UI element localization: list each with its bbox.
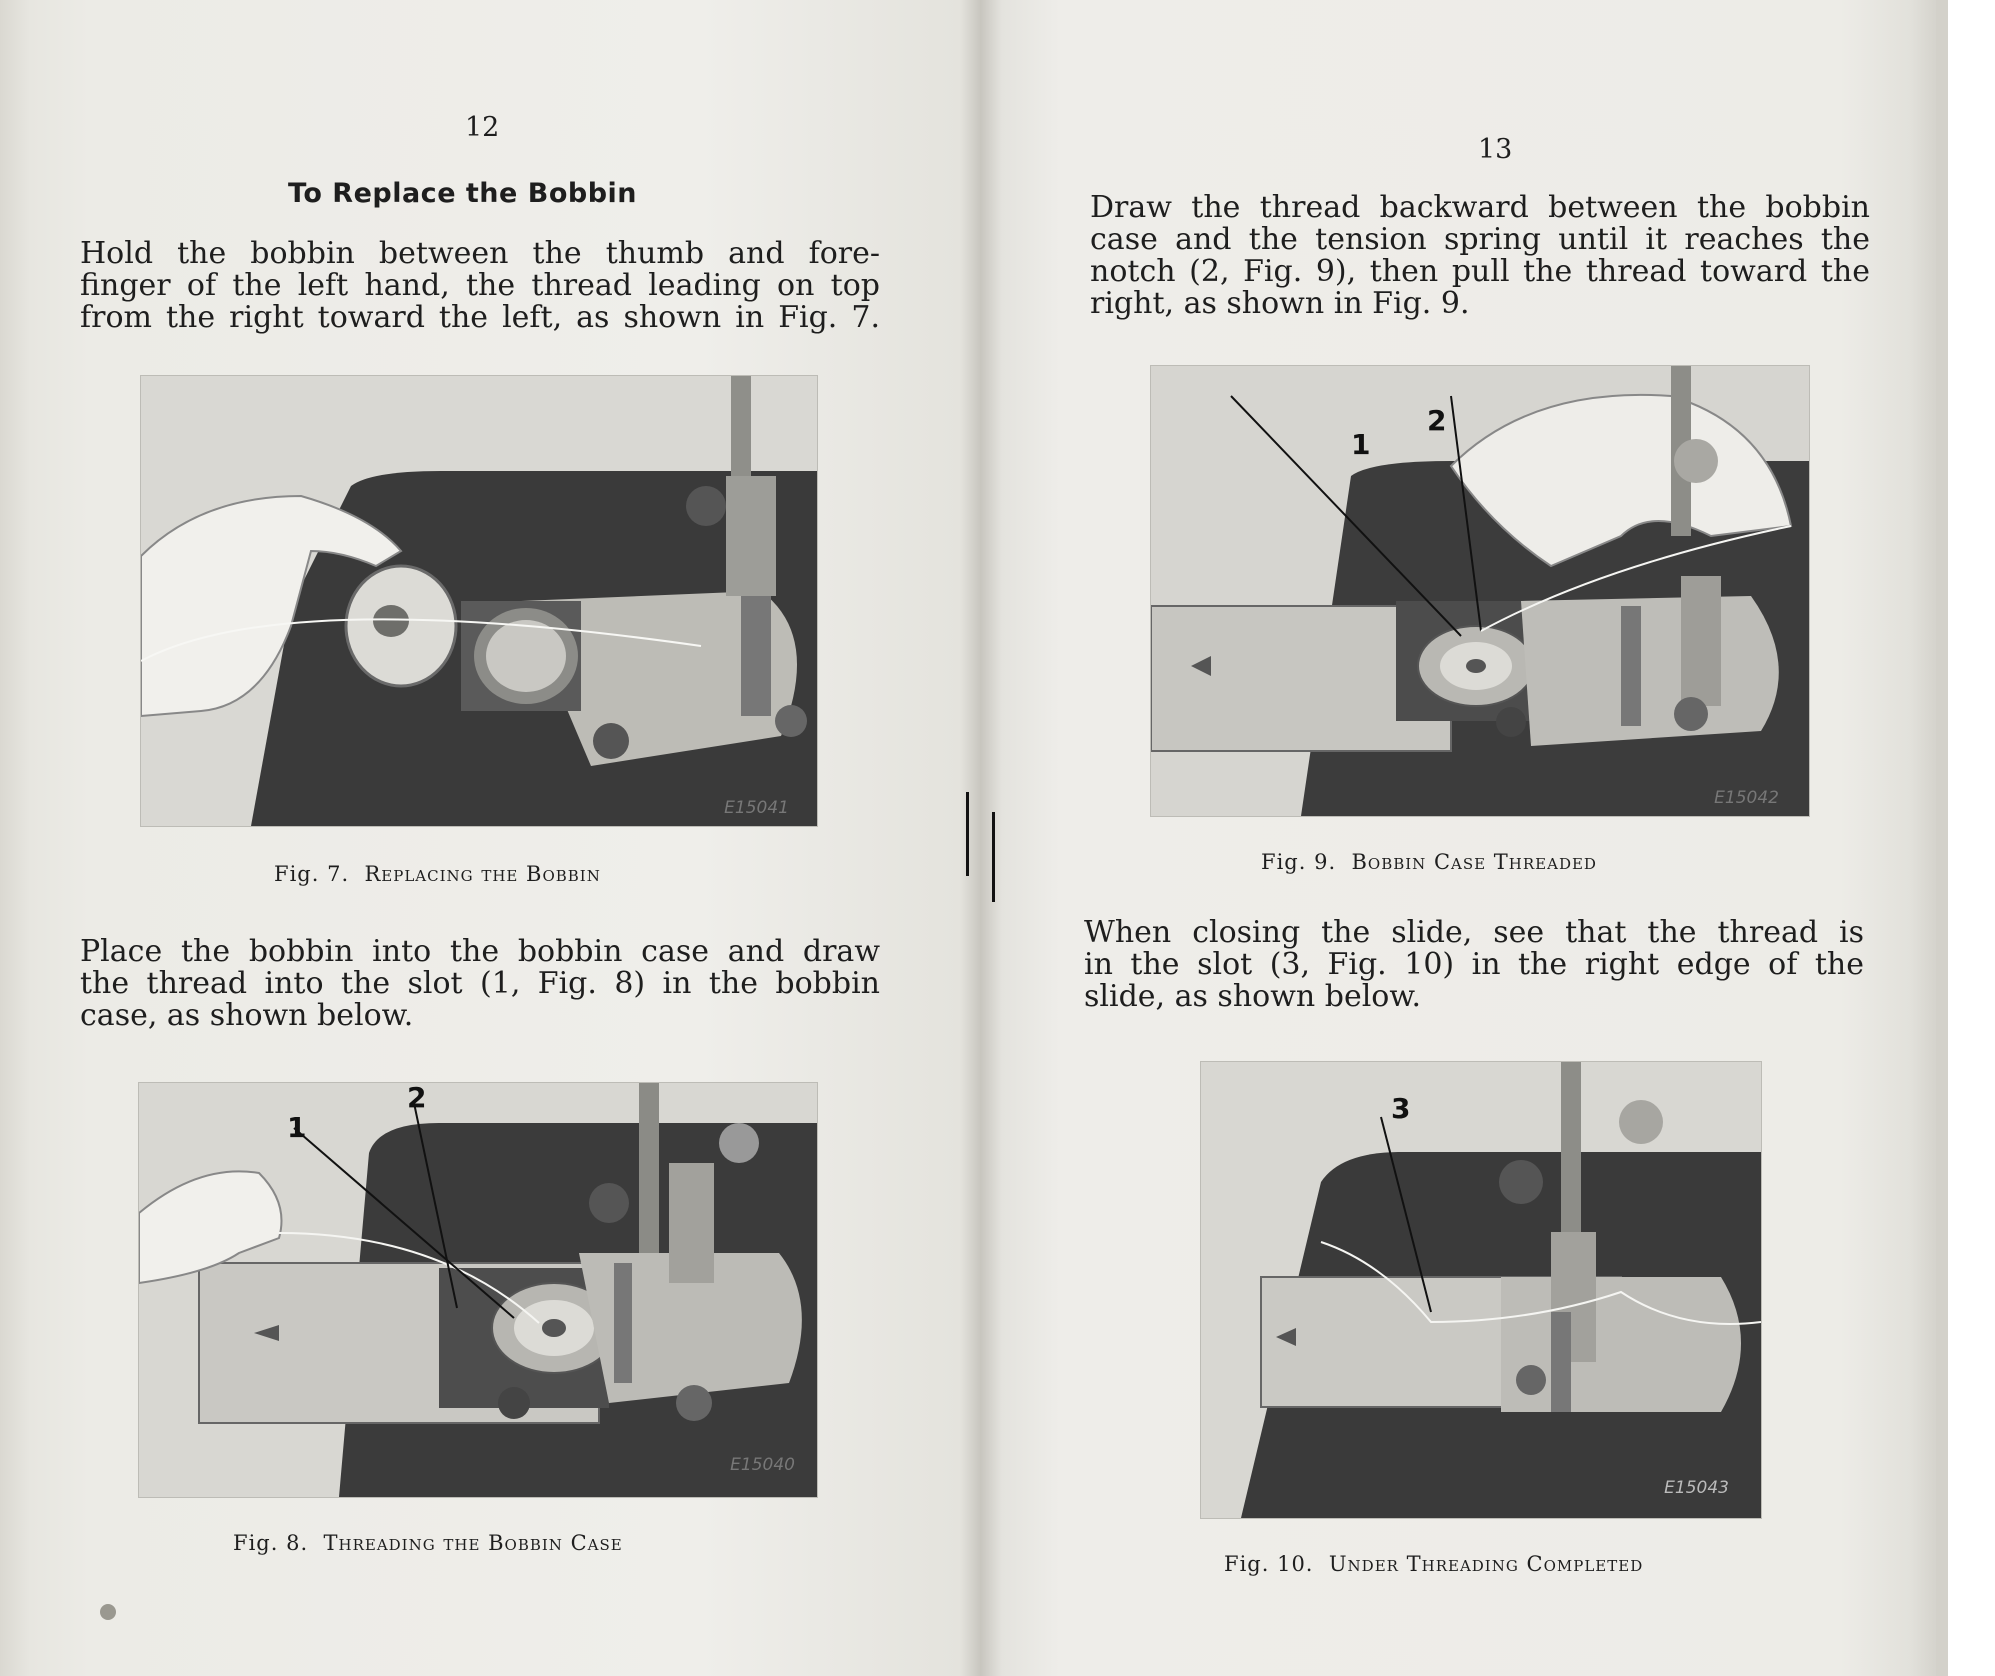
paragraph-draw-thread: Draw the thread backward between the bobbin case and the tension spring until it reaches the notch (2, Fig. 9), then pull the thread toward the right, as shown in Fig. 9.: [1090, 190, 1870, 321]
section-heading: To Replace the Bobbin: [288, 178, 638, 209]
fig7-illustration: [141, 376, 817, 826]
figure-7-photo: [140, 375, 818, 827]
paragraph-place-bobbin: Place the bobbin into the bobbin case and draw the thread into the slot (1, Fig. 8) in the bobbin case, as shown below.: [80, 934, 880, 1033]
figure-9-photo: [1150, 365, 1810, 817]
fig8-marker-1: 1: [287, 1111, 307, 1144]
figure-10-photo: [1200, 1061, 1762, 1519]
fig7-caption: Fig. 7. Replacing the Bobbin: [274, 862, 601, 886]
fig9-caption: Fig. 9. Bobbin Case Threaded: [1261, 850, 1597, 874]
fig10-illustration: [1201, 1062, 1761, 1518]
paragraph-closing-slide: When closing the slide, see that the thread is in the slot (3, Fig. 10) in the right edge of the slide, as shown below.: [1084, 915, 1864, 1014]
fig8-code: E15040: [730, 1455, 795, 1475]
fig10-caption: Fig. 10. Under Threading Completed: [1224, 1552, 1644, 1576]
fig8-caption: Fig. 8. Threading the Bobbin Case: [233, 1531, 623, 1555]
page-number-right: 13: [1478, 134, 1513, 165]
fig10-code: E15043: [1664, 1478, 1729, 1498]
fig9-marker-2: 2: [1427, 404, 1447, 437]
figure-8-photo: [138, 1082, 818, 1498]
gutter-mark-left: [966, 792, 969, 876]
fig9-code: E15042: [1714, 788, 1779, 808]
paragraph-hold-bobbin: Hold the bobbin between the thumb and fore- finger of the left hand, the thread leading on top from the right toward the left, as shown in Fig. 7.: [80, 236, 880, 335]
fig10-marker-3: 3: [1391, 1092, 1411, 1125]
left-page: [0, 0, 980, 1676]
fig9-illustration: [1151, 366, 1809, 816]
page-number-left: 12: [465, 112, 500, 143]
page-blemish: [100, 1604, 116, 1620]
fig8-marker-2: 2: [407, 1082, 427, 1114]
fig9-marker-1: 1: [1351, 428, 1371, 461]
fig7-code: E15041: [724, 798, 789, 818]
page-edge: [1936, 0, 1948, 1676]
right-page: [980, 0, 1948, 1676]
gutter-mark-right: [992, 812, 995, 902]
fig8-illustration: [139, 1083, 817, 1497]
